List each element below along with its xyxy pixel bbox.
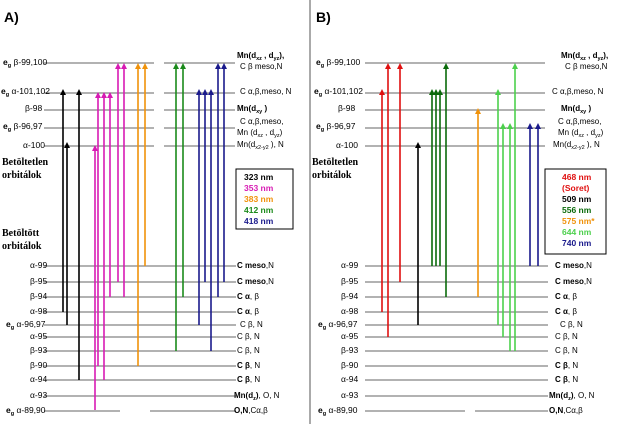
svg-text:β-90: β-90 [30,360,48,370]
svg-text:C β, N: C β, N [555,361,579,370]
level-label: β-99,100 [13,57,48,67]
transition-arrowhead [215,63,221,69]
svg-text:C β, N: C β, N [237,332,260,341]
svg-text:C β, N: C β, N [237,375,261,384]
unoccupied-heading: orbitálok [2,170,42,181]
svg-text:Mn (dxz , dyz): Mn ($d_{xz}$ , $d_{yz}$) [237,128,283,139]
legend-entry: 412 nm [244,205,274,215]
transition-arrows [379,63,541,351]
legend-entry: 418 nm [244,216,274,226]
svg-text:C β, N: C β, N [555,346,578,355]
level-label: β-98 [25,103,43,113]
svg-text:α-99: α-99 [341,260,359,270]
svg-text:C α,β,meso,: C α,β,meso, [558,117,602,126]
transition-arrowhead [527,123,533,129]
svg-text:O,N,Cα,β: O,N,Cα,β [234,406,268,415]
svg-text:β-95: β-95 [30,276,48,286]
level-label: α-100 [23,140,45,150]
svg-text:β-90: β-90 [341,360,359,370]
svg-text:α-95: α-95 [341,331,359,341]
svg-text:Mn(dxy ): $Mn(d_{xy}$ ) [237,104,268,115]
svg-text:C β, N: C β, N [555,375,579,384]
svg-text:β-98: β-98 [338,103,356,113]
legend-box [545,169,606,254]
legend-entry: 383 nm [244,194,274,204]
unoccupied-heading: Betöltetlen [2,157,49,168]
unoccupied-heading: Betöltetlen [312,157,359,168]
legend-entry: 644 nm [562,227,592,237]
svg-text:α-93: α-93 [30,390,48,400]
svg-text:α-94: α-94 [30,374,48,384]
transition-arrowhead [115,63,121,69]
svg-text:eg β-96,97: $e_g$ β-96,97 [316,121,356,133]
svg-text:α-95: α-95 [30,331,48,341]
svg-text:C α, β: C α, β [555,307,577,316]
transition-arrowhead [475,108,481,114]
legend-entry: 556 nm [562,205,592,215]
svg-text:eg β-99,100: $e_g$ β-99,100 [316,57,361,69]
transition-arrowhead [379,89,385,95]
orbital-label: C β meso,N [240,62,283,71]
svg-text:Mn(dz), O, N: $Mn(d_z)$, O, N [549,391,595,402]
svg-text:Mn (dxz , dyz): Mn ($d_{xz}$ , $d_{yz}$) [558,128,604,139]
svg-text:C α, β: C α, β [237,307,259,316]
svg-text:eg α-89,90: $e_g$ α-89,90 [6,405,46,417]
svg-text:Mn(dx2-y2 ), N: $Mn(d_{x2-y2}$ ), N [237,140,284,151]
svg-text:β-95: β-95 [341,276,359,286]
panel-label: B) [316,9,331,25]
svg-text:eg α-96,97: $e_g$ α-96,97 [6,319,46,331]
transition-arrowhead [397,63,403,69]
svg-text:C meso,N: C meso,N [237,261,274,270]
svg-text:eg α-101,102: $e_g$ α-101,102 [1,86,50,98]
svg-text:α-99: α-99 [30,260,48,270]
legend-entry: (Soret) [562,183,590,193]
svg-text:C β, N: C β, N [237,361,261,370]
svg-text:O,N,Cα,β: O,N,Cα,β [549,406,583,415]
legend-entry: 509 nm [562,194,592,204]
transition-arrowhead [64,142,70,148]
transition-arrowhead [221,63,227,69]
transition-arrowhead [60,89,66,95]
svg-text:C meso,N: C meso,N [555,261,592,270]
svg-text:C α,β,meso,: C α,β,meso, [240,117,284,126]
transition-arrowhead [135,63,141,69]
svg-text:C α,β,meso, N: C α,β,meso, N [552,87,604,96]
transition-arrowhead [180,63,186,69]
transition-arrowhead [535,123,541,129]
panel-b [312,9,608,417]
legend-entry: 740 nm [562,238,592,248]
svg-text:eg α-101,102: $e_g$ α-101,102 [314,86,363,98]
panel-label: A) [4,9,19,25]
svg-text:β-94: β-94 [30,291,48,301]
transition-arrowhead [202,89,208,95]
transition-arrowhead [385,63,391,69]
legend-entry: 353 nm [244,183,274,193]
legend-box [236,169,293,229]
svg-text:C α, β: C α, β [237,292,259,301]
svg-text:α-98: α-98 [30,306,48,316]
transition-arrowhead [495,89,501,95]
svg-text:C β, N: C β, N [555,332,578,341]
transition-arrowhead [512,63,518,69]
transition-arrowhead [507,123,513,129]
transition-arrowhead [415,142,421,148]
svg-text:C α, β: C α, β [555,292,577,301]
panel-a [1,9,293,417]
svg-text:C β, N: C β, N [240,320,263,329]
svg-text:C α,β,meso, N: C α,β,meso, N [240,87,292,96]
legend-entry: 323 nm [244,172,274,182]
svg-text:β-94: β-94 [341,291,359,301]
svg-text:C β, N: C β, N [560,320,583,329]
svg-text:eg β-96,97: $e_g$ β-96,97 [3,121,43,133]
transition-arrowhead [173,63,179,69]
occupied-heading: Betöltött [2,228,40,239]
svg-text:C β meso,N: C β meso,N [565,62,608,71]
transition-arrowhead [142,63,148,69]
svg-text:Mn(dxy ): $Mn(d_{xy}$ ) [561,104,592,115]
level-label: α-101,102 [11,86,50,96]
svg-text:C β, N: C β, N [237,346,260,355]
transition-arrows [60,63,227,410]
transition-arrowhead [76,89,82,95]
legend-entry: 575 nm* [562,216,595,226]
svg-text:Mn(dz), O, N: $Mn(d_z)$, O, N [234,391,280,402]
transition-arrowhead [437,89,443,95]
unoccupied-heading: orbitálok [312,170,352,181]
svg-text:C meso,N: C meso,N [555,277,592,286]
svg-text:α-93: α-93 [341,390,359,400]
svg-text:eg α-89,90: $e_g$ α-89,90 [318,405,358,417]
occupied-heading: orbitálok [2,241,42,252]
legend-entry: 468 nm [562,172,592,182]
transition-arrowhead [443,63,449,69]
transition-arrowhead [196,89,202,95]
svg-text:eg α-96,97: $e_g$ α-96,97 [318,319,358,331]
svg-text:β-93: β-93 [341,345,359,355]
svg-text:α-94: α-94 [341,374,359,384]
svg-text:Mn(dxz , dyz),: $Mn(d_{xz}$ , $d_{yz}$), [561,51,609,62]
svg-text:eg β-99,100: $e_g$ β-99,100 [3,57,48,69]
transition-arrowhead [121,63,127,69]
level-label: β-96,97 [13,121,43,131]
svg-text:α-98: α-98 [341,306,359,316]
transition-arrowhead [208,89,214,95]
transition-arrowhead [500,123,506,129]
svg-text:Mn(dx2-y2 ), N: $Mn(d_{x2-y2}$ ), N [553,140,600,151]
svg-text:C meso,N: C meso,N [237,277,274,286]
svg-text:α-100: α-100 [336,140,358,150]
svg-text:β-93: β-93 [30,345,48,355]
svg-text:Mn(dxz , dyz),: $Mn(d_{xz}$ , $d_{yz}$), [237,51,285,62]
